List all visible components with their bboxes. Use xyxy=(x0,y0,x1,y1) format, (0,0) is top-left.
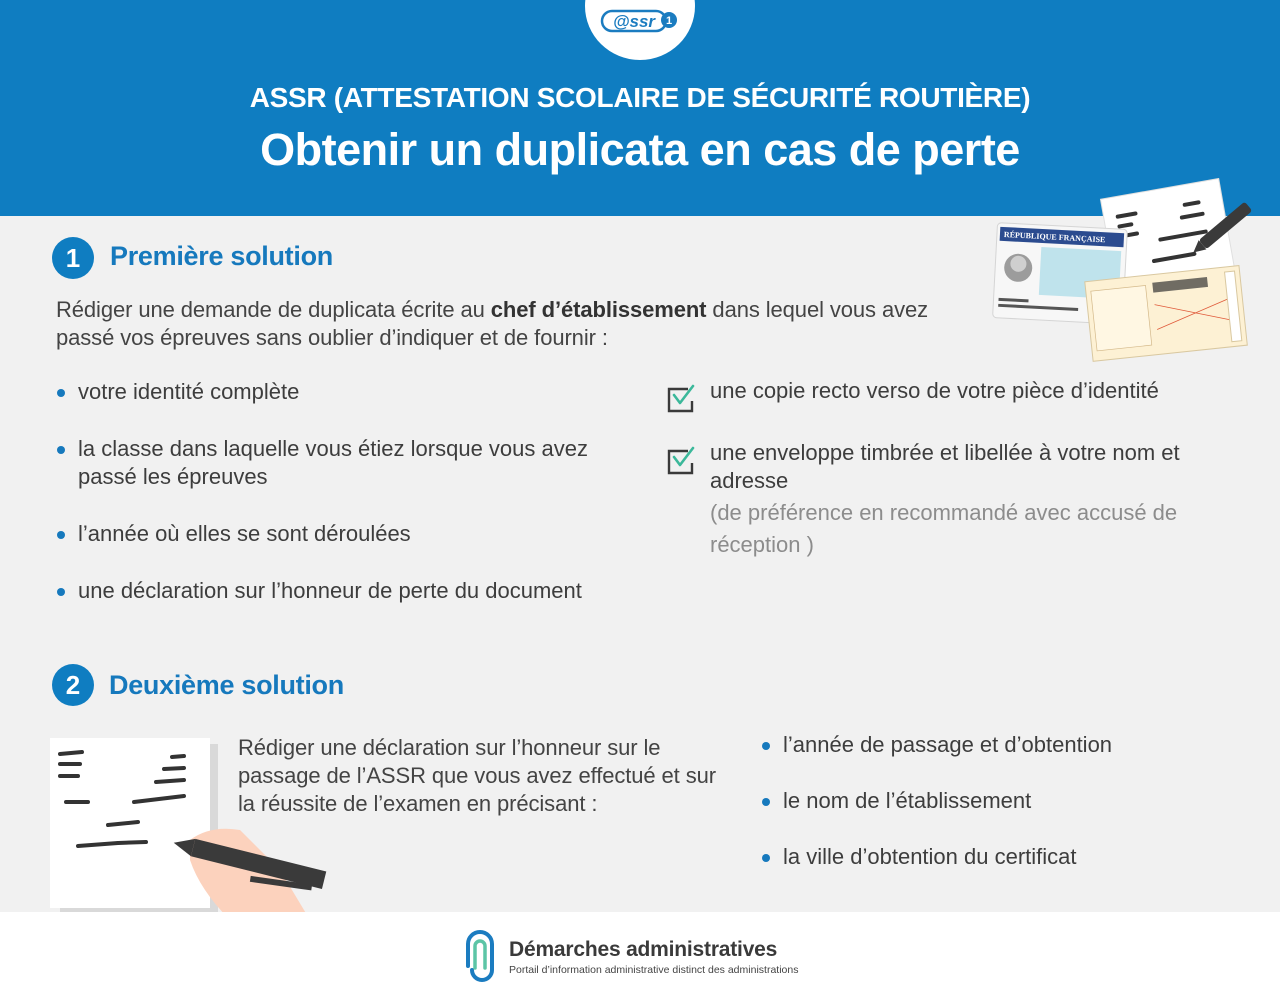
checklist-text: une enveloppe timbrée et libellée à votre nom et adresse xyxy=(710,440,1180,493)
section-title-premiere: Première solution xyxy=(110,241,333,271)
footer xyxy=(0,912,1280,997)
footer-brand: Démarches administratives xyxy=(509,938,778,961)
svg-text:1: 1 xyxy=(665,15,673,27)
list-item: l’année où elles se sont déroulées xyxy=(56,520,616,548)
list-item: une déclaration sur l’honneur de perte du document xyxy=(56,577,616,605)
list-item: la ville d’obtention du certificat xyxy=(761,843,1241,871)
list-item: le nom de l’établissement xyxy=(761,787,1241,815)
section-number-badge: 1 xyxy=(52,237,94,279)
section2-intro: Rédiger une déclaration sur l’honneur sur le passage de l’ASSR que vous avez effectué et sur la réussite de l’examen en précisant : xyxy=(238,735,716,816)
section-title-deuxieme: Deuxième solution xyxy=(109,670,344,700)
checklist-note: (de préférence en recommandé avec accusé de réception ) xyxy=(710,500,1178,557)
section-number-badge: 2 xyxy=(52,664,94,706)
section1-bullet-list xyxy=(56,378,616,605)
svg-text:RÉPUBLIQUE FRANÇAISE: RÉPUBLIQUE FRANÇAISE xyxy=(1003,230,1106,245)
section1-intro xyxy=(56,296,936,352)
header-kicker: ASSR (ATTESTATION SCOLAIRE DE SÉCURITÉ ROUTIÈRE) xyxy=(249,82,1031,113)
intro-text: dans lequel vous avez passé vos épreuves sans oublier d’indiquer et de fournir : xyxy=(56,297,929,350)
checklist-item xyxy=(666,377,1256,405)
page-title: Obtenir un duplicata en cas de perte xyxy=(260,124,1020,175)
intro-bold-text: chef d’établissement xyxy=(490,297,707,322)
checklist-item xyxy=(666,439,1256,561)
list-item: l’année de passage et d’obtention xyxy=(761,731,1241,759)
assr-logo-icon xyxy=(600,8,680,34)
intro-text: Rédiger une demande de duplicata écrite au xyxy=(56,297,491,322)
list-item: votre identité complète xyxy=(56,378,616,406)
section1-checklist xyxy=(666,377,1256,561)
section2-bullet-list xyxy=(761,731,1241,871)
checkbox-checked-icon xyxy=(666,383,696,413)
svg-text:@ssr: @ssr xyxy=(612,12,656,31)
footer-tagline: Portail d’information administrative distinct des administrations xyxy=(509,964,799,976)
demarches-logo-icon xyxy=(460,928,500,984)
checklist-text: une copie recto verso de votre pièce d’identité xyxy=(710,378,1159,403)
checkbox-checked-icon xyxy=(666,445,696,475)
documents-illustration xyxy=(990,178,1270,368)
list-item: la classe dans laquelle vous étiez lorsque vous avez passé les épreuves xyxy=(56,435,616,491)
